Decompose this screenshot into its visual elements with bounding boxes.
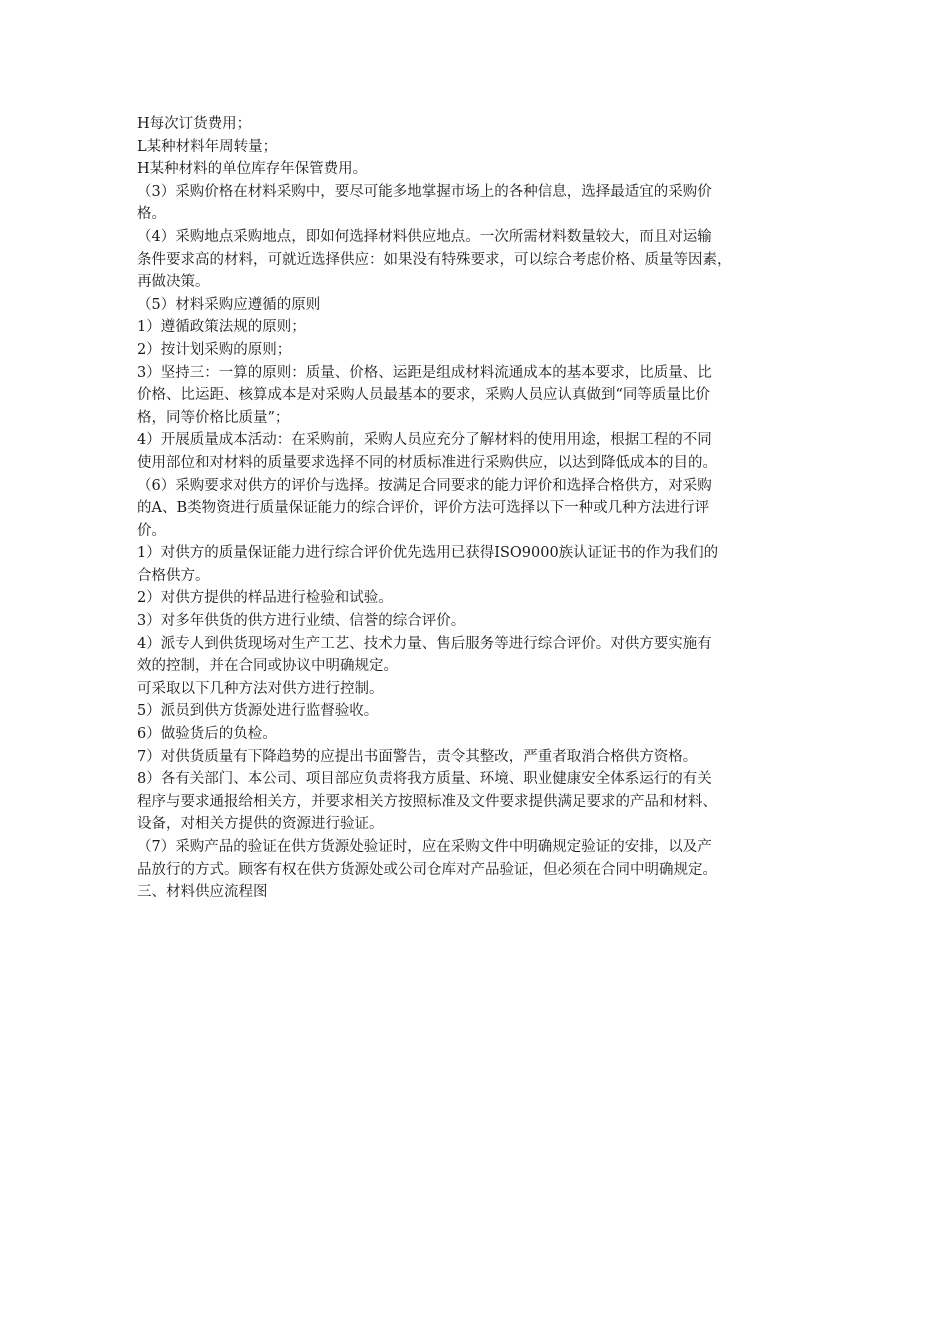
text-line: 价格、比运距、核算成本是对采购人员最基本的要求，采购人员应认真做到“同等质量比价	[137, 387, 710, 404]
text-line: 合格供方。	[137, 567, 210, 584]
section-heading: 三、材料供应流程图	[137, 884, 268, 901]
text-line: 设备，对相关方提供的资源进行验证。	[137, 816, 384, 833]
text-line: 2）按计划采购的原则；	[137, 341, 292, 358]
text-line: 3）坚持三：一算的原则：质量、价格、运距是组成材料流通成本的基本要求，比质量、比	[137, 364, 712, 381]
text-line: 6）做验货后的负检。	[137, 726, 277, 743]
text-line: 3）对多年供货的供方进行业绩、信誉的综合评价。	[137, 613, 466, 630]
text-line: （5）材料采购应遵循的原则	[137, 296, 321, 313]
text-line: （4）采购地点采购地点，即如何选择材料供应地点。一次所需材料数量较大，而且对运输	[137, 228, 712, 245]
text-line: 可采取以下几种方法对供方进行控制。	[137, 680, 384, 697]
text-line: 1）遵循政策法规的原则；	[137, 319, 306, 336]
text-line: H每次订货费用；	[137, 116, 252, 132]
text-line: 的A、B类物资进行质量保证能力的综合评价，评价方法可选择以下一种或几种方法进行评	[137, 500, 710, 517]
text-line: （3）采购价格在材料采购中，要尽可能多地掌握市场上的各种信息，选择最适宜的采购价	[137, 183, 712, 200]
text-line: 效的控制，并在合同或协议中明确规定。	[137, 658, 398, 675]
text-line: 1）对供方的质量保证能力进行综合评价优先选用已获得ISO9000族认证证书的作为我们的	[137, 545, 719, 562]
text-line: 使用部位和对材料的质量要求选择不同的材质标准进行采购供应，以达到降低成本的目的。	[137, 454, 717, 471]
text-line: 2）对供方提供的样品进行检验和试验。	[137, 590, 393, 607]
text-line: 品放行的方式。顾客有权在供方货源处或公司仓库对产品验证，但必须在合同中明确规定。	[137, 861, 717, 878]
text-line: 8）各有关部门、本公司、项目部应负责将我方质量、环境、职业健康安全体系运行的有关	[137, 771, 712, 788]
text-line: 格，同等价格比质量”；	[137, 409, 290, 426]
document-body	[137, 113, 837, 904]
text-line: 5）派员到供方货源处进行监督验收。	[137, 703, 379, 720]
text-line: 格。	[137, 206, 166, 223]
text-line: 再做决策。	[137, 274, 210, 291]
text-line: 4）派专人到供货现场对生产工艺、技术力量、售后服务等进行综合评价。对供方要实施有	[137, 635, 712, 652]
text-line: （7）采购产品的验证在供方货源处验证时，应在采购文件中明确规定验证的安排，以及产	[137, 839, 712, 855]
text-line: 7）对供货质量有下降趋势的应提出书面警告，责令其整改，严重者取消合格供方资格。	[137, 748, 698, 765]
text-line: 4）开展质量成本活动：在采购前，采购人员应充分了解材料的使用用途，根据工程的不同	[137, 432, 712, 449]
text-line: （6）采购要求对供方的评价与选择。按满足合同要求的能力评价和选择合格供方，对采购	[137, 477, 712, 494]
text-line: L某种材料年周转量；	[137, 138, 278, 155]
text-line: 价。	[137, 522, 166, 539]
text-line: 条件要求高的材料，可就近选择供应：如果没有特殊要求，可以综合考虑价格、质量等因素，	[137, 251, 732, 268]
text-line: H某种材料的单位库存年保管费用。	[137, 161, 368, 178]
text-line: 程序与要求通报给相关方，并要求相关方按照标准及文件要求提供满足要求的产品和材料、	[137, 793, 717, 810]
